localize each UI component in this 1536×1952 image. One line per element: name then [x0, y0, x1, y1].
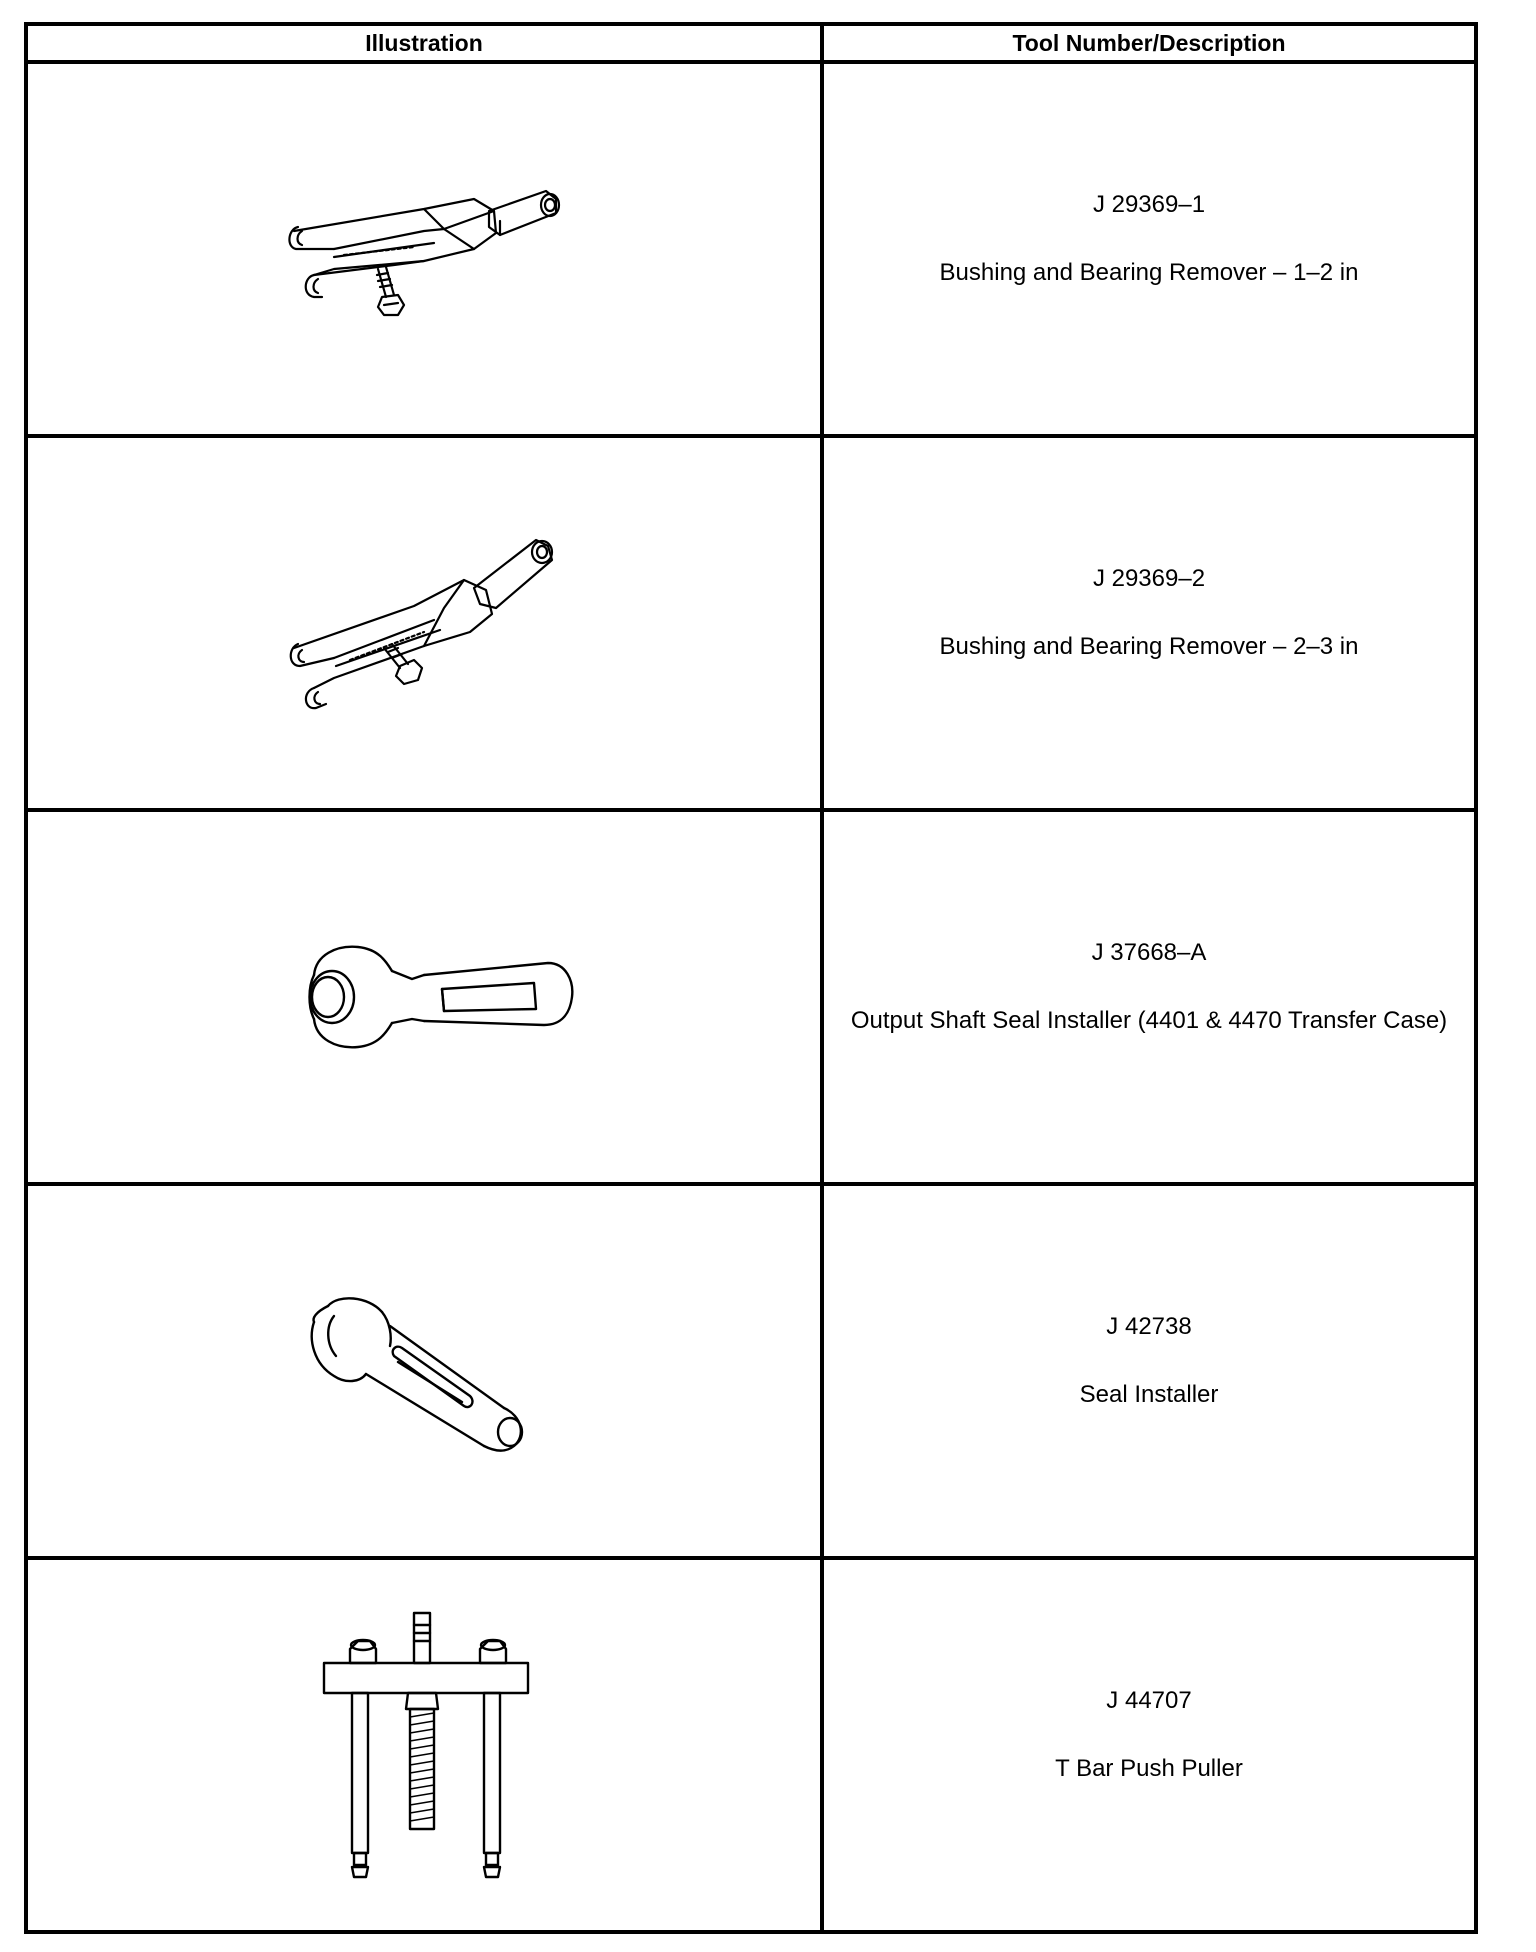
illustration-cell — [26, 1184, 822, 1558]
illustration-cell — [26, 1558, 822, 1932]
illustration-column-header: Illustration — [26, 24, 822, 62]
tool-number: J 37668–A — [1091, 939, 1207, 966]
table-row — [26, 62, 1476, 436]
tool-number: J 44707 — [1106, 1687, 1192, 1714]
tool-description: Bushing and Bearing Remover – 2–3 in — [939, 633, 1359, 660]
special-tools-table — [24, 22, 1478, 1934]
description-cell — [822, 810, 1476, 1184]
table-row — [26, 1184, 1476, 1558]
tool-description: Bushing and Bearing Remover – 1–2 in — [939, 259, 1359, 286]
tool-number: J 29369–1 — [1092, 191, 1206, 218]
seal-installer-icon — [274, 927, 574, 1067]
description-cell — [822, 1184, 1476, 1558]
description-cell — [822, 436, 1476, 810]
table-row — [26, 810, 1476, 1184]
table-row — [26, 1558, 1476, 1932]
t-bar-push-puller-icon — [304, 1605, 544, 1885]
illustration-cell — [26, 62, 822, 436]
table-header-row — [26, 24, 1476, 62]
description-cell — [822, 1558, 1476, 1932]
seal-installer-icon — [294, 1286, 554, 1456]
tool-number: J 42738 — [1106, 1313, 1192, 1340]
tool-number: J 29369–2 — [1092, 565, 1206, 592]
illustration-cell — [26, 436, 822, 810]
description-column-header: Tool Number/Description — [822, 24, 1476, 62]
bushing-bearing-remover-icon — [274, 528, 574, 718]
tool-description: Seal Installer — [1079, 1381, 1219, 1408]
illustration-cell — [26, 810, 822, 1184]
table-row — [26, 436, 1476, 810]
description-cell — [822, 62, 1476, 436]
bushing-bearing-remover-icon — [274, 169, 574, 329]
tool-description: Output Shaft Seal Installer (4401 & 4470 Transfer Case) — [850, 1007, 1448, 1034]
tool-description: T Bar Push Puller — [1055, 1755, 1243, 1782]
